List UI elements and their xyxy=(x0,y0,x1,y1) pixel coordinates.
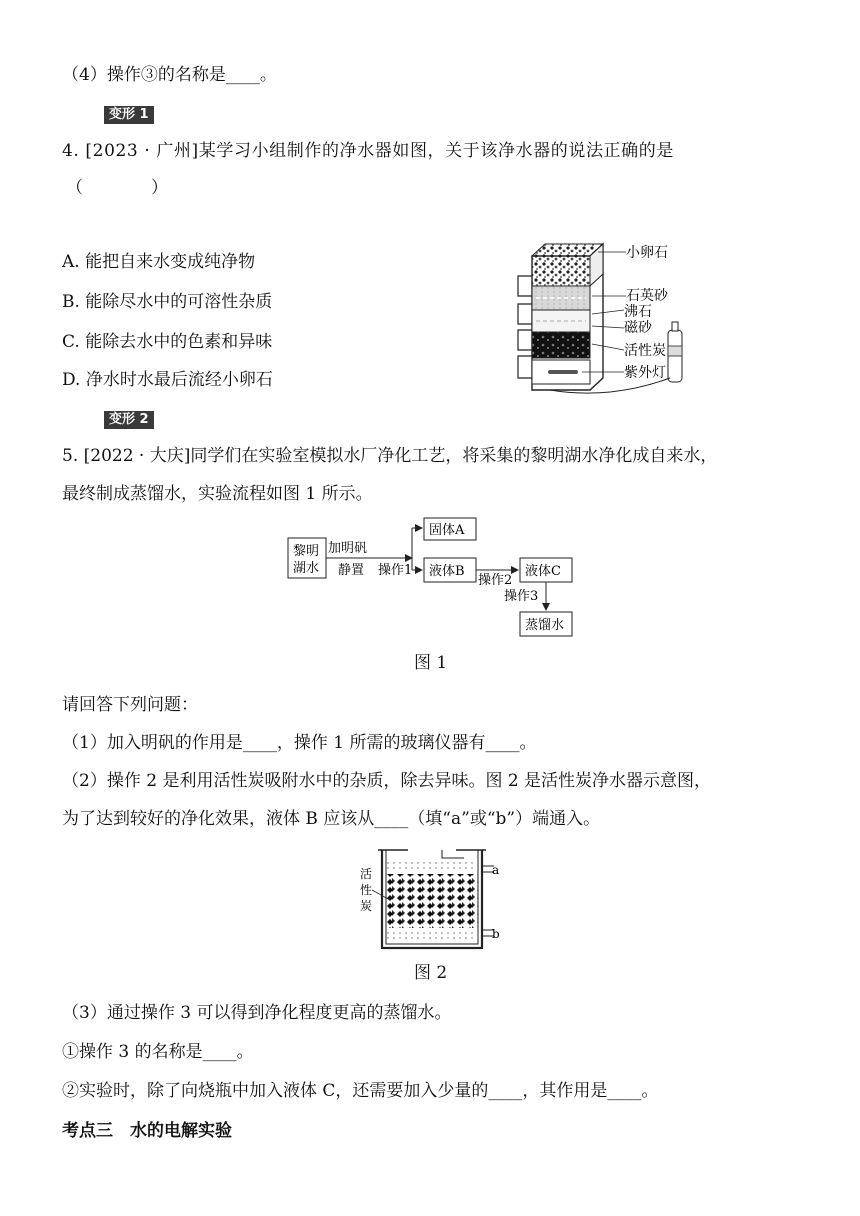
variant-badge-2: 变形 2 xyxy=(104,411,154,429)
svg-text:加明矾: 加明矾 xyxy=(328,541,368,556)
q5-sub2-line2: 为了达到较好的净化效果，液体 B 应该从____（填“a”或“b”）端通入。 xyxy=(62,809,601,829)
q5-stem-line2: 最终制成蒸馏水，实验流程如图 1 所示。 xyxy=(62,484,373,504)
carbon-layer xyxy=(532,332,590,358)
q4-option-a: A. 能把自来水变成纯净物 xyxy=(62,252,256,272)
activated-carbon-layer xyxy=(386,874,478,928)
svg-text:操作2: 操作2 xyxy=(478,573,513,588)
label-uv-lamp: 紫外灯 xyxy=(624,365,666,381)
svg-text:炭: 炭 xyxy=(360,899,373,913)
svg-text:液体B: 液体B xyxy=(429,564,465,579)
figure-2-caption: 图 2 xyxy=(414,963,448,983)
q5-sub1: （1）加入明矾的作用是____，操作 1 所需的玻璃仪器有____。 xyxy=(62,733,537,753)
q4-stem-line2: （ ） xyxy=(66,178,168,198)
q5-prompt: 请回答下列问题： xyxy=(62,695,198,715)
port-b-label: b xyxy=(492,927,500,941)
svg-text:固体A: 固体A xyxy=(429,523,465,538)
svg-text:静置: 静置 xyxy=(338,563,365,578)
label-magnetic-sand: 磁砂 xyxy=(624,320,652,336)
label-quartz-sand: 石英砂 xyxy=(626,288,668,304)
q4-option-c: C. 能除去水中的色素和异味 xyxy=(62,332,273,352)
q5-sub2-line1: （2）操作 2 是利用活性炭吸附水中的杂质，除去异味。图 2 是活性炭净水器示意图， xyxy=(62,771,712,791)
svg-text:液体C: 液体C xyxy=(525,564,561,579)
svg-text:湖水: 湖水 xyxy=(293,561,320,576)
svg-text:黎明: 黎明 xyxy=(293,544,320,559)
label-zeolite: 沸石 xyxy=(624,304,652,320)
bottle-icon xyxy=(668,322,682,382)
variant-badge-1: 变形 1 xyxy=(104,106,154,124)
q5-sub3: （3）通过操作 3 可以得到净化程度更高的蒸馏水。 xyxy=(62,1003,452,1023)
q4-option-d: D. 净水时水最后流经小卵石 xyxy=(62,370,273,390)
carbon-purifier-figure-2 xyxy=(356,846,516,952)
svg-text:蒸馏水: 蒸馏水 xyxy=(525,618,565,633)
port-a-label: a xyxy=(492,863,500,877)
svg-text:性: 性 xyxy=(360,883,373,897)
q4-option-b: B. 能除尽水中的可溶性杂质 xyxy=(62,292,273,312)
section-title-3: 考点三 水的电解实验 xyxy=(62,1121,232,1141)
label-pebbles: 小卵石 xyxy=(626,245,668,261)
water-purifier-figure xyxy=(510,238,700,398)
pebble-layer xyxy=(532,256,590,286)
q4-stem-line1: 4. [2023 · 广州]某学习小组制作的净水器如图，关于该净水器的说法正确的是 xyxy=(62,141,674,161)
svg-text:操作1: 操作1 xyxy=(378,563,413,578)
svg-text:活: 活 xyxy=(360,867,373,881)
svg-text:操作3: 操作3 xyxy=(504,589,539,604)
q4-op3-name-line: （4）操作③的名称是____。 xyxy=(62,65,277,85)
flow-chart-figure-1 xyxy=(284,514,584,640)
q5-stem-line1: 5. [2022 · 大庆]同学们在实验室模拟水厂净化工艺，将采集的黎明湖水净化成自来水， xyxy=(62,446,718,466)
q5-sub3-2: ②实验时，除了向烧瓶中加入液体 C，还需要加入少量的____，其作用是____。 xyxy=(62,1081,659,1101)
label-activated-carbon: 活性炭 xyxy=(624,343,666,359)
figure-1-caption: 图 1 xyxy=(414,653,448,673)
q5-sub3-1: ①操作 3 的名称是____。 xyxy=(62,1042,254,1062)
